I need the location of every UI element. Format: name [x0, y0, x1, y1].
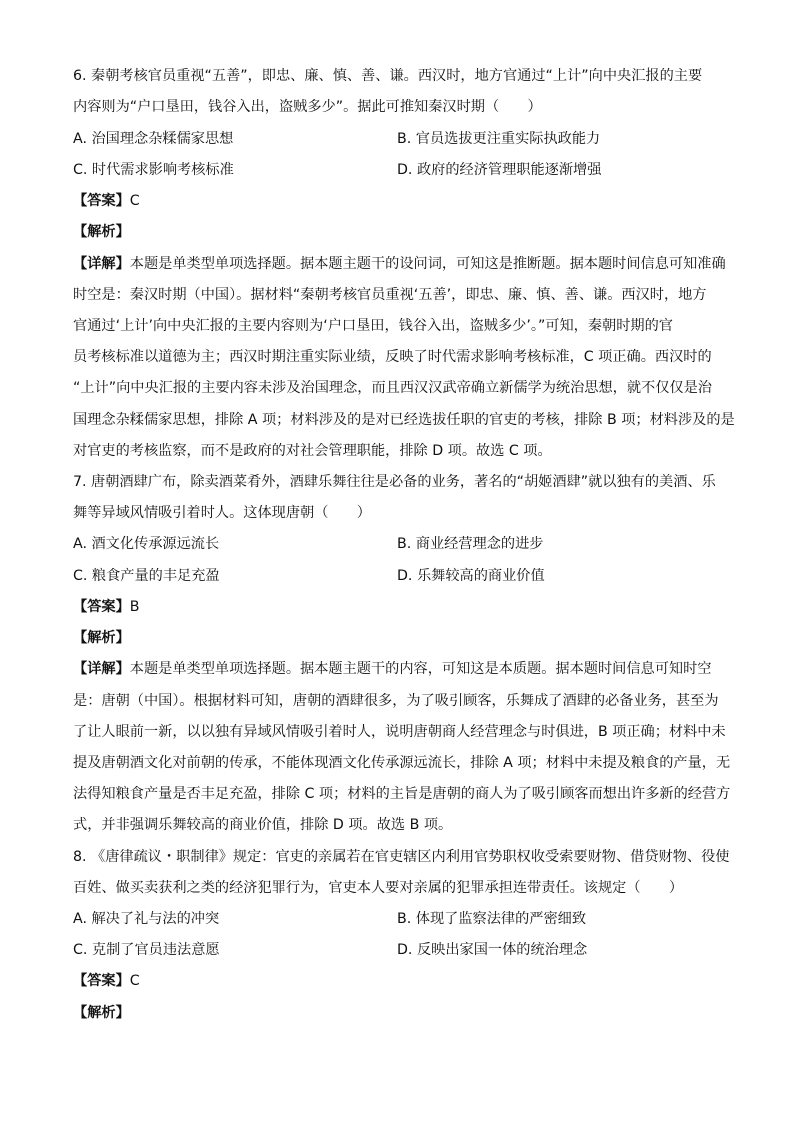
question-7-detail-line-2: 是：唐朝（中国）。根据材料可知，唐朝的酒肆很多，为了吸引顾客，乐舞成了酒肆的必备业务，甚至为	[73, 693, 719, 709]
question-6-detail-line-4: 员考核标准以道德为主；西汉时期注重实际业绩，反映了时代需求影响考核标准，C 项正确。西汉时的	[73, 349, 712, 365]
question-8-option-c: C. 克制了官员违法意愿	[73, 942, 220, 958]
question-6-detail-line-3: 官通过‘上计’向中央汇报的主要内容则为‘户口垦田，钱谷入出，盗贼多少’。”可知，秦朝时期的官	[73, 318, 673, 334]
analysis-tag: 【解析】	[73, 630, 130, 646]
question-7-stem-line-2: 舞等异域风情吸引着时人。这体现唐朝（ ）	[73, 505, 371, 521]
question-8-option-d: D. 反映出家国一体的统治理念	[397, 942, 588, 958]
question-6-option-d: D. 政府的经济管理职能逐渐增强	[397, 162, 602, 178]
detail-text: 本题是单类型单项选择题。据本题主题干的内容，可知这是本质题。据本题时间信息可知时空	[129, 661, 712, 677]
answer-tag: 【答案】	[73, 973, 130, 989]
analysis-tag: 【解析】	[73, 1005, 130, 1021]
question-8-option-b: B. 体现了监察法律的严密细致	[397, 911, 587, 927]
question-7-detail-line-4: 提及唐朝酒文化对前朝的传承，不能体现酒文化传承源远流长，排除 A 项；材料中未提及粮食的产量，无	[73, 755, 731, 771]
question-7-option-c: C. 粮食产量的丰足充盈	[73, 568, 220, 584]
analysis-tag: 【解析】	[73, 224, 130, 240]
question-6-detail-line-1	[73, 254, 733, 274]
question-6-option-b: B. 官员选拔更注重实际执政能力	[397, 131, 601, 147]
answer-value: B	[129, 599, 140, 615]
question-6-detail-line-6: 国理念杂糅儒家思想，排除 A 项；材料涉及的是对已经选拔任职的官吏的考核，排除 B 项；材料涉及的是	[73, 412, 735, 428]
question-7-option-b: B. 商业经营理念的进步	[397, 536, 544, 552]
question-6-detail-line-7: 对官吏的考核监察，而不是政府的对社会管理职能，排除 D 项。故选 C 项。	[73, 443, 552, 459]
question-6-detail-line-2: 时空是：秦汉时期（中国）。据材料“秦朝考核官员重视‘五善’，即忠、廉、慎、善、谦。西汉时，地方	[73, 287, 707, 303]
detail-tag: 【详解】	[73, 661, 130, 677]
question-7-detail-line-3: 了让人眼前一新，以以独有异域风情吸引着时人，说明唐朝商人经营理念与时俱进，B 项正确；材料中未	[73, 724, 726, 740]
answer-value: C	[129, 973, 140, 989]
answer-tag: 【答案】	[73, 193, 130, 209]
detail-tag: 【详解】	[73, 256, 130, 272]
question-6-option-c: C. 时代需求影响考核标准	[73, 162, 234, 178]
question-6-detail-line-5: “上计”向中央汇报的主要内容未涉及治国理念，而且西汉汉武帝确立新儒学为统治思想，就不仅仅是治	[73, 380, 712, 396]
question-8-stem-line-2: 百姓、做买卖获利之类的经济犯罪行为，官吏本人要对亲属的犯罪承担连带责任。该规定（ ）	[73, 880, 684, 896]
question-6-analysis-tag	[73, 222, 733, 242]
question-7-option-d: D. 乐舞较高的商业价值	[397, 568, 545, 584]
question-6-option-a: A. 治国理念杂糅儒家思想	[73, 131, 234, 147]
question-6-stem-line-2: 内容则为“户口垦田，钱谷入出，盗贼多少”。据此可推知秦汉时期（ ）	[73, 99, 542, 115]
question-7-detail-line-5: 法得知粮食产量是否丰足充盈，排除 C 项；材料的主旨是唐朝的商人为了吸引顾客而想出许多新的经营方	[73, 786, 731, 802]
question-7-answer	[73, 597, 733, 617]
question-6-stem-line-1: 6. 秦朝考核官员重视“五善”，即忠、廉、慎、善、谦。西汉时，地方官通过“上计”向中央汇报的主要	[73, 68, 703, 84]
question-7-analysis-tag	[73, 628, 733, 648]
answer-tag: 【答案】	[73, 599, 130, 615]
question-7-stem-line-1: 7. 唐朝酒肆广布，除卖酒菜肴外，酒肆乐舞往往是必备的业务，著名的“胡姬酒肆”就以独有的美酒、乐	[73, 474, 716, 490]
question-8-answer	[73, 971, 733, 991]
question-7-option-a: A. 酒文化传承源远流长	[73, 536, 220, 552]
answer-value: C	[129, 193, 140, 209]
question-7-detail-line-1	[73, 659, 733, 679]
question-7-detail-line-6: 式，并非强调乐舞较高的商业价值，排除 D 项。故选 B 项。	[73, 817, 453, 833]
question-6-answer	[73, 191, 733, 211]
detail-text: 本题是单类型单项选择题。据本题主题干的设问词，可知这是推断题。据本题时间信息可知准确	[129, 256, 726, 272]
question-8-option-a: A. 解决了礼与法的冲突	[73, 911, 220, 927]
question-8-analysis-tag	[73, 1003, 733, 1023]
question-8-stem-line-1: 8. 《唐律疏议・职制律》规定：官吏的亲属若在官吏辖区内利用官势职权收受索要财物、借贷财物、役使	[73, 849, 730, 865]
